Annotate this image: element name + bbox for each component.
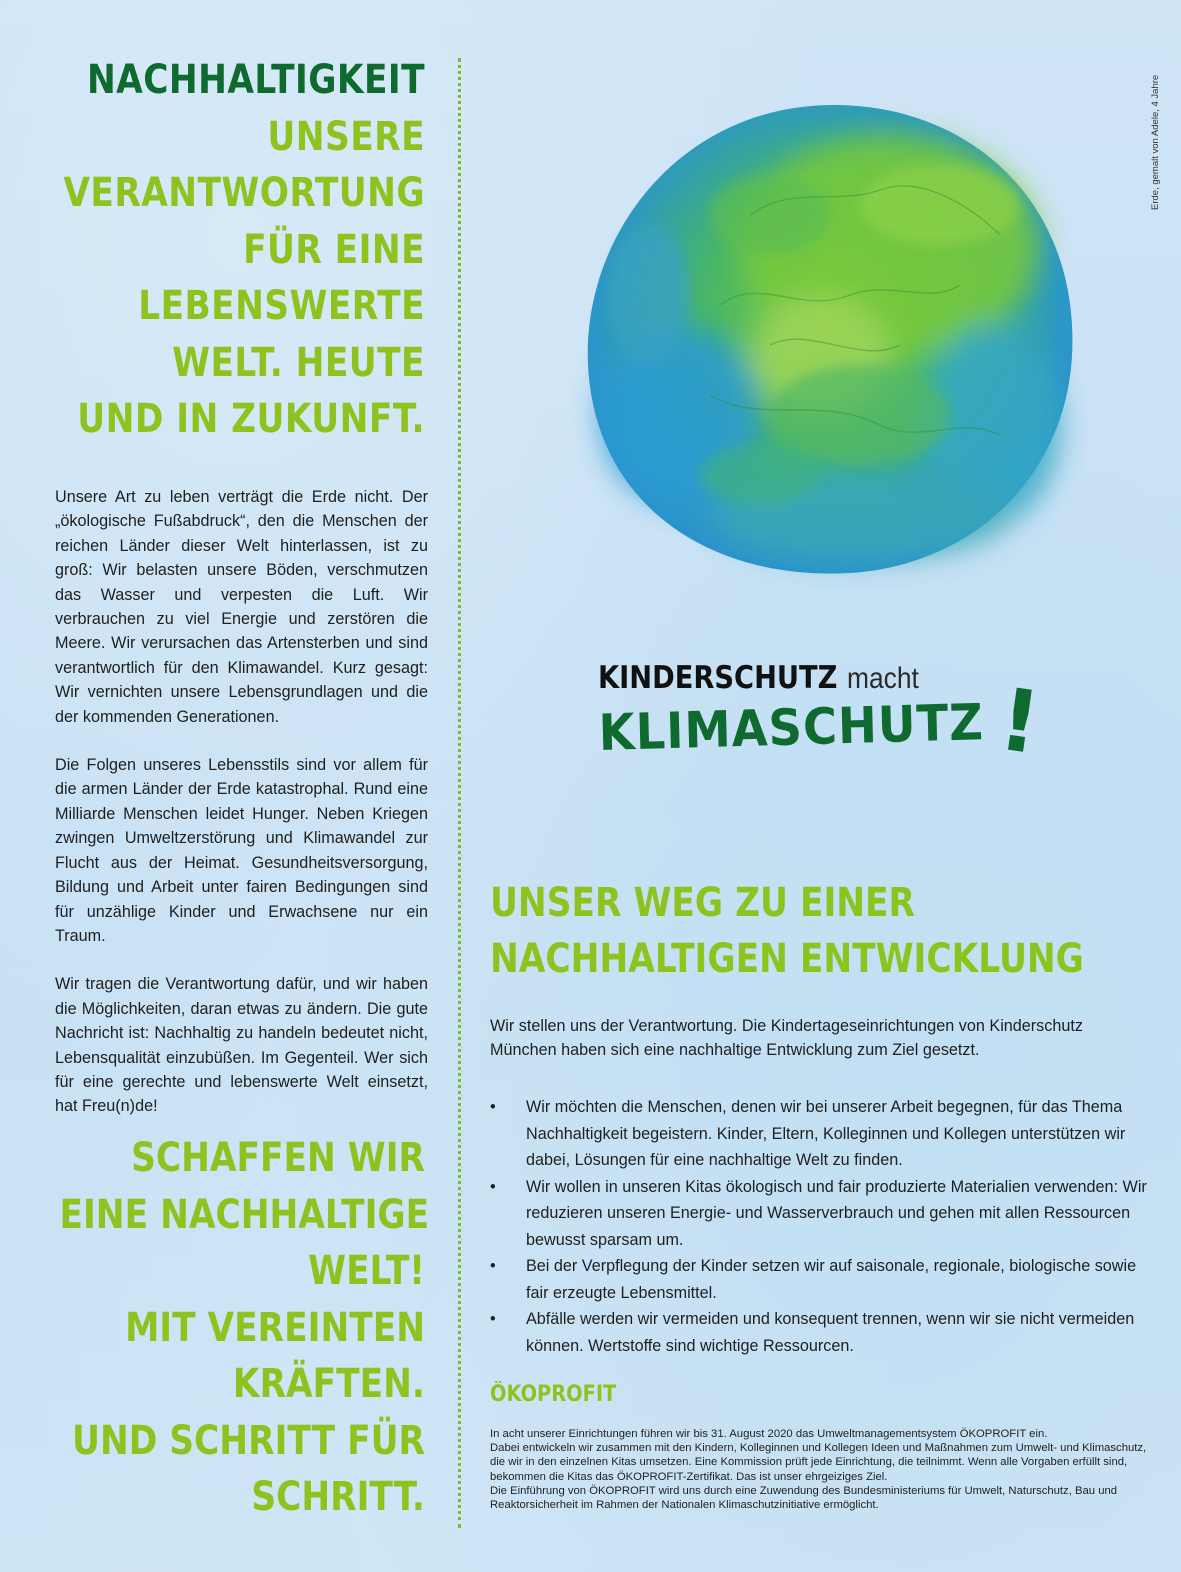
okoprofit-line: die wir in den einzelnen Kitas umsetzen. Eine Kommission prüft jede Einrichtung, die teilnimmt. Wenn alle Vorgaben erfüllt sind, bbox=[490, 1456, 1128, 1469]
body-paragraph: Unsere Art zu leben verträgt die Erde nicht. Der „ökologische Fußabdruck“, den die Menschen der reichen Länder dieser Welt hinterlassen, ist zu groß: Wir belasten unsere Böden, verschmutzen das Wasser und verpesten die Luft. Wir verbrauchen zu viel Energie und zerstören die Meere. Wir verursachen das Artensterben und sind verantwortlich für den Klimawandel. Kurz gesagt: Wir vernichten unsere Lebensgrundlagen und die der kommenden Generationen. bbox=[55, 488, 428, 726]
list-item-text: Wir wollen in unseren Kitas ökologisch und fair produzierte Materialien verwenden: Wir reduzieren unseren Energie- und Wasserverbrauch und gehen mit allen Ressourcen bewusst sparsam um. bbox=[526, 1177, 1147, 1249]
earth-illustration bbox=[560, 95, 1100, 595]
bullet-icon: • bbox=[490, 1177, 496, 1196]
body-paragraph: Die Folgen unseres Lebensstils sind vor allem für die armen Länder der Erde katastrophal. Rund eine Milliarde Menschen leidet Hunger. Neben Kriegen zwingen Umweltzerstörung und Klimawandel zur Flucht aus der Heimat. Gesundheitsversorgung, Bildung und Arbeit unter fairen Bedingungen sind für unzählige Kinder und Erwachsene nur ein Traum. bbox=[55, 756, 428, 945]
okoprofit-title: ÖKOPROFIT bbox=[490, 1382, 617, 1407]
intro-body bbox=[55, 485, 428, 1143]
headline-line: FÜR EINE bbox=[243, 226, 425, 273]
logo-macht: macht bbox=[846, 662, 919, 695]
bullet-icon: • bbox=[490, 1257, 496, 1275]
okoprofit-line: Reaktorsicherheit im Rahmen der Nationalen Klimaschutzinitiative ermöglicht. bbox=[490, 1499, 879, 1512]
illustration-credit: Erde, gemalt von Adele, 4 Jahre bbox=[1150, 74, 1161, 210]
column-divider bbox=[458, 58, 461, 1528]
section-title bbox=[490, 875, 1144, 987]
closing-line: MIT VEREINTEN bbox=[125, 1304, 425, 1351]
bullet-icon: • bbox=[490, 1098, 496, 1116]
section-intro: Wir stellen uns der Verantwortung. Die Kindertageseinrichtungen von Kinderschutz München haben sich eine nachhaltige Entwicklung zum Ziel gesetzt. bbox=[490, 1017, 1083, 1060]
closing-line: UND SCHRITT FÜR bbox=[72, 1417, 426, 1464]
closing-line: SCHAFFEN WIR bbox=[131, 1135, 425, 1181]
okoprofit-text bbox=[490, 1427, 1160, 1512]
list-item-text: Bei der Verpflegung der Kinder setzen wir auf saisonale, regionale, biologische sowie fair erzeugte Lebensmittel. bbox=[526, 1257, 1137, 1302]
closing-line: KRÄFTEN. bbox=[232, 1361, 425, 1407]
bullet-icon: • bbox=[490, 1310, 496, 1328]
kinderschutz-logo bbox=[598, 660, 1047, 800]
section-title-line: UNSER WEG ZU EINER bbox=[490, 880, 916, 926]
headline-line: UNSERE bbox=[267, 113, 425, 160]
headline-line: NACHHALTIGKEIT bbox=[86, 57, 425, 103]
list-item bbox=[490, 1253, 1160, 1306]
logo-kinderschutz: KINDERSCHUTZ bbox=[598, 660, 838, 696]
headline-line: UND IN ZUKUNFT. bbox=[77, 396, 425, 442]
list-item bbox=[490, 1174, 1160, 1254]
okoprofit-line: In acht unserer Einrichtungen führen wir bis 31. August 2020 das Umweltmanagementsystem ÖKOPROFIT ein. bbox=[490, 1428, 1048, 1440]
closing-line: WELT! bbox=[308, 1248, 425, 1294]
okoprofit-line: Dabei entwickeln wir zusammen mit den Kindern, Kolleginnen und Kollegen Ideen und Maßnahmen zum Umwelt- und Klimaschutz, bbox=[490, 1442, 1147, 1455]
body-paragraph: Wir tragen die Verantwortung dafür, und wir haben die Möglichkeiten, daran etwas zu ändern. Die gute Nachricht ist: Nachhaltig zu handeln bedeutet nicht, Lebensqualität einzubüßen. Im Gegenteil. Wer sich für eine gerechte und lebenswerte Welt einsetzt, hat Freu(n)de! bbox=[55, 975, 428, 1116]
headline bbox=[60, 52, 426, 448]
headline-line: WELT. HEUTE bbox=[172, 339, 425, 386]
okoprofit-line: Die Einführung von ÖKOPROFIT wird uns durch eine Zuwendung des Bundesministeriums für Umwelt, Naturschutz, Bau und bbox=[490, 1484, 1118, 1497]
logo-klimaschutz: KLIMASCHUTZ bbox=[598, 693, 985, 762]
goals-list bbox=[490, 1094, 1160, 1359]
list-item-text: Wir möchten die Menschen, denen wir bei unserer Arbeit begegnen, für das Thema Nachhaltigkeit begeistern. Kinder, Eltern, Kolleginnen und Kollegen unterstützen wir dabei, Lösungen für eine nachhaltige Welt zu finden. bbox=[526, 1098, 1126, 1169]
closing-slogan bbox=[59, 1130, 430, 1526]
okoprofit-line: bekommen die Kitas das ÖKOPROFIT-Zertifikat. Das ist unser ehrgeiziges Ziel. bbox=[490, 1470, 888, 1483]
logo-exclamation: ! bbox=[993, 669, 1047, 775]
list-item bbox=[490, 1094, 1160, 1174]
headline-line: LEBENSWERTE bbox=[138, 283, 426, 329]
list-item bbox=[490, 1306, 1160, 1359]
headline-line: VERANTWORTUNG bbox=[63, 170, 425, 216]
section-title-line: NACHHALTIGEN ENTWICKLUNG bbox=[490, 936, 1084, 982]
logo-top-line bbox=[598, 660, 919, 696]
list-item-text: Abfälle werden wir vermeiden und konsequent trennen, wenn wir sie nicht vermeiden können. Wertstoffe sind wichtige Ressourcen. bbox=[526, 1310, 1135, 1355]
closing-line: EINE NACHHALTIGE bbox=[59, 1191, 430, 1238]
closing-line: SCHRITT. bbox=[251, 1474, 425, 1520]
